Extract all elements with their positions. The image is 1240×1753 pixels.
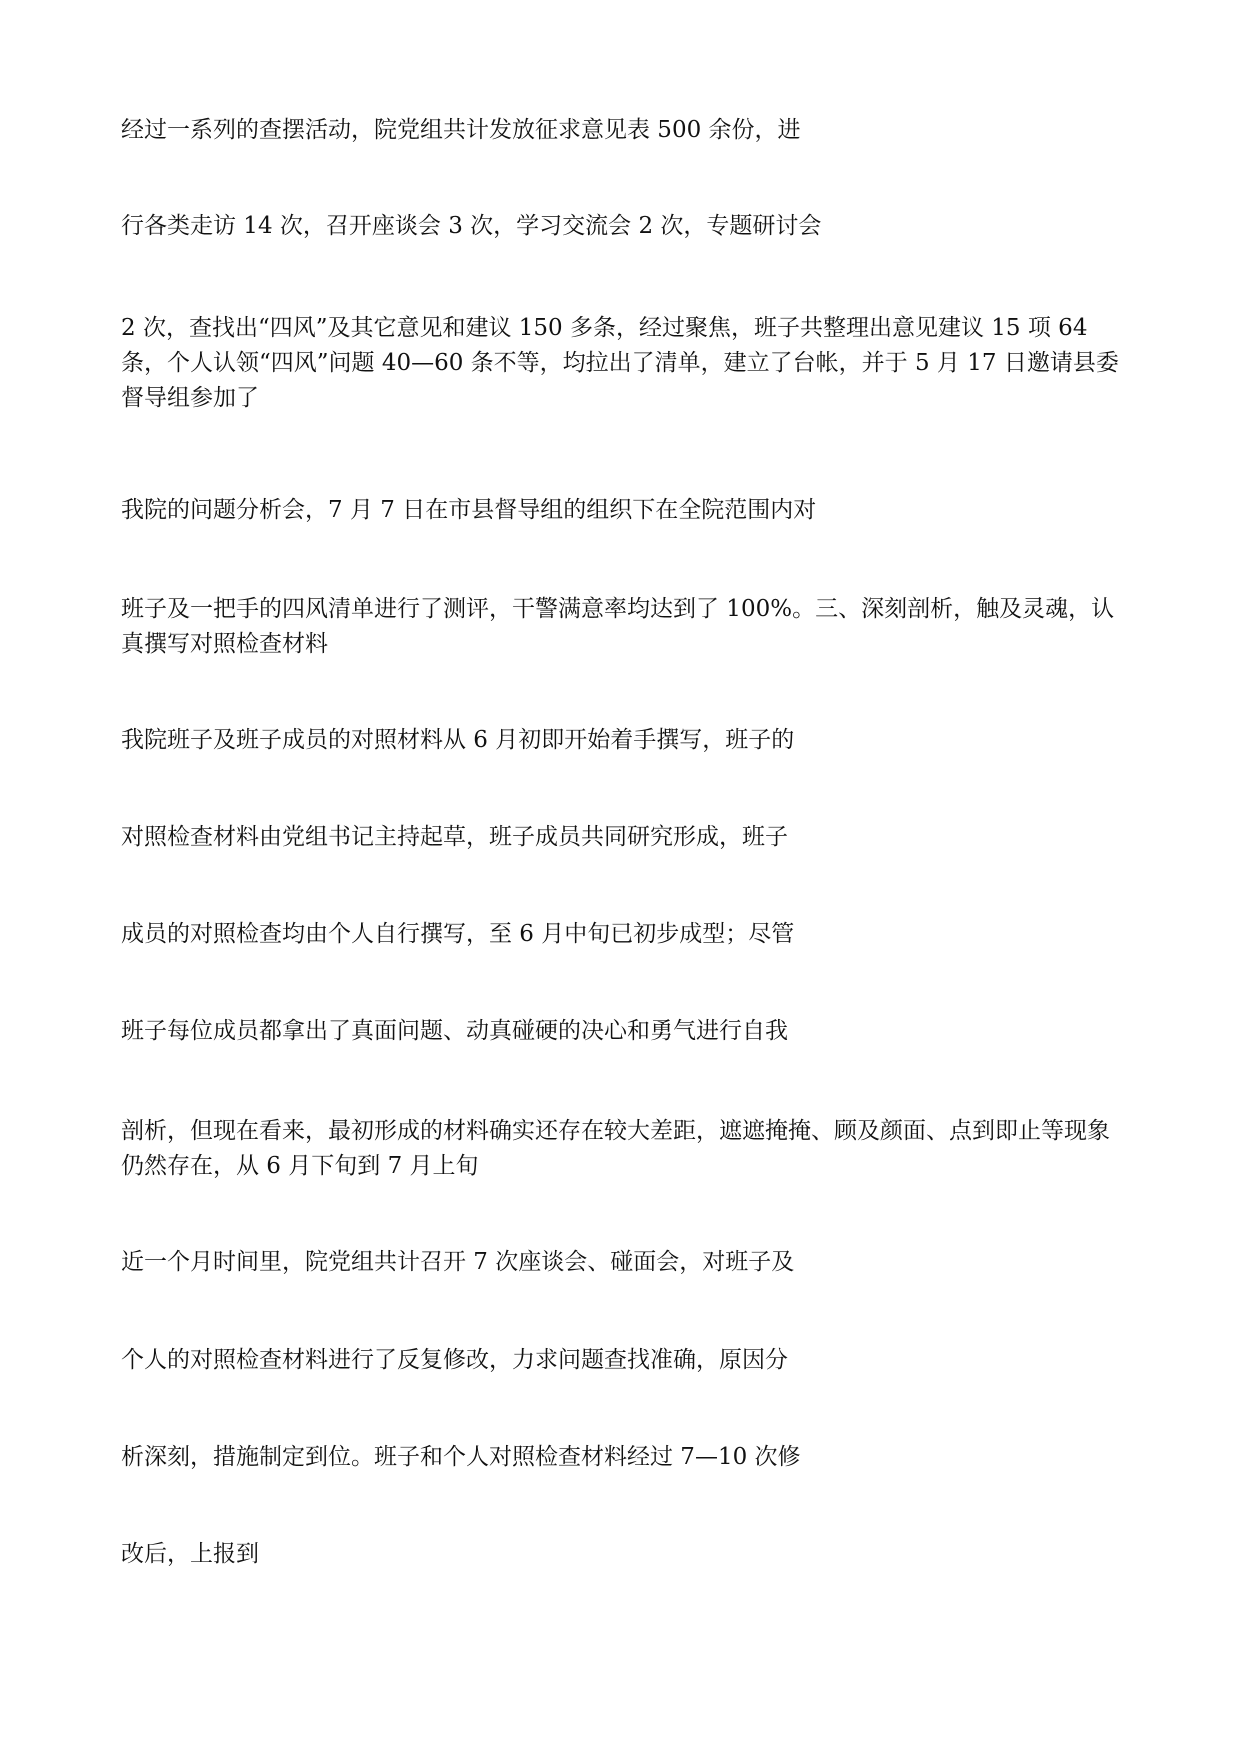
paragraph-8: 成员的对照检查均由个人自行撰写，至 6 月中旬已初步成型；尽管 [121, 921, 795, 947]
paragraph-10: 剖析，但现在看来，最初形成的材料确实还存在较大差距，遮遮掩掩、顾及颜面、点到即止等现象仍然存在，从 6 月下旬到 7 月上旬 [121, 1118, 1110, 1179]
paragraph-13: 析深刻，措施制定到位。班子和个人对照检查材料经过 7—10 次修 [121, 1444, 801, 1470]
paragraph-6: 我院班子及班子成员的对照材料从 6 月初即开始着手撰写，班子的 [121, 727, 795, 753]
paragraph-12: 个人的对照检查材料进行了反复修改，力求问题查找准确，原因分 [121, 1347, 788, 1373]
paragraph-11: 近一个月时间里，院党组共计召开 7 次座谈会、碰面会，对班子及 [121, 1249, 795, 1275]
paragraph-14: 改后，上报到 [121, 1541, 259, 1567]
paragraph-1: 经过一系列的查摆活动，院党组共计发放征求意见表 500 余份，进 [121, 117, 801, 143]
paragraph-9: 班子每位成员都拿出了真面问题、动真碰硬的决心和勇气进行自我 [121, 1018, 788, 1044]
paragraph-7: 对照检查材料由党组书记主持起草，班子成员共同研究形成，班子 [121, 824, 788, 850]
paragraph-3: 2 次，查找出“四风”及其它意见和建议 150 多条，经过聚焦，班子共整理出意见建议 15 项 64 条，个人认领“四风”问题 40—60 条不等，均拉出了清单，建立了台帐，并于 5 月 17 日邀请县委督导组参加了 [121, 315, 1119, 411]
paragraph-2: 行各类走访 14 次，召开座谈会 3 次，学习交流会 2 次，专题研讨会 [121, 213, 822, 239]
paragraph-4: 我院的问题分析会，7 月 7 日在市县督导组的组织下在全院范围内对 [121, 497, 817, 523]
paragraph-5: 班子及一把手的四风清单进行了测评，干警满意率均达到了 100%。三、深刻剖析，触及灵魂，认真撰写对照检查材料 [121, 596, 1115, 657]
